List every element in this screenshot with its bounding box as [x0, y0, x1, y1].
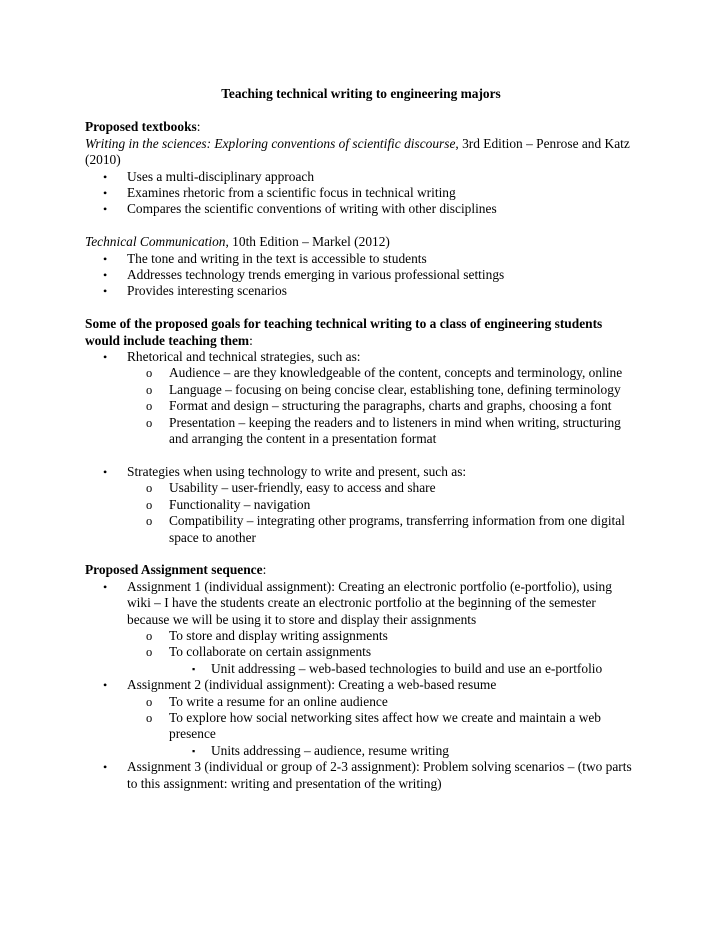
sub-list-item	[127, 497, 637, 513]
sub-list-item	[127, 398, 637, 414]
goals-heading-text: Some of the proposed goals for teaching technical writing to a class of engineering students would include teaching them	[85, 316, 603, 348]
sub-list-item-text: Presentation – keeping the readers and to listeners in mind when writing, structuring and arranging the content in a presentation format	[169, 414, 621, 447]
bullet-marker: •	[103, 579, 108, 594]
textbooks-heading	[85, 119, 637, 135]
list-item	[85, 759, 637, 792]
book2-title: Technical Communication	[85, 234, 226, 250]
list-item-text: Assignment 1 (individual assignment): Creating an electronic portfolio (e-portfolio), using wiki – I have the students create an electronic portfolio at the beginning of the semester because we will be using it to store and display their assignments	[127, 578, 612, 627]
list-item-text: The tone and writing in the text is accessible to students	[127, 250, 427, 266]
list-item	[85, 464, 637, 546]
sub-sub-list-item-text: Unit addressing – web-based technologies to build and use an e-portfolio	[211, 660, 603, 676]
sub-list-item	[127, 365, 637, 381]
list-item	[85, 251, 637, 267]
sub-list-item-text: To write a resume for an online audience	[169, 693, 388, 709]
circle-marker: o	[146, 399, 153, 414]
bullet-marker: •	[103, 251, 108, 266]
circle-marker: o	[146, 382, 153, 397]
list-item-text: Provides interesting scenarios	[127, 283, 287, 299]
goals-heading-colon: :	[249, 332, 253, 348]
spacer	[85, 218, 637, 234]
assignments-heading-text: Proposed Assignment sequence	[85, 562, 263, 578]
square-marker: ▪	[192, 745, 196, 756]
circle-marker: o	[146, 710, 153, 725]
book2-citation	[85, 234, 637, 250]
assignments-heading	[85, 562, 637, 578]
book1-citation	[85, 136, 637, 169]
sub-list-item-text: Usability – user-friendly, easy to access and share	[169, 480, 436, 496]
sub-list-item-text: Audience – are they knowledgeable of the content, concepts and terminology, online	[169, 365, 623, 381]
textbooks-heading-text: Proposed textbooks	[85, 119, 197, 135]
document-page	[85, 86, 637, 792]
sub-list	[127, 694, 637, 760]
list-item-text: Assignment 3 (individual or group of 2-3 assignment): Problem solving scenarios – (two parts to this assignment: writing and presentation of the writing)	[127, 759, 632, 791]
list-item	[85, 201, 637, 217]
sub-list-item	[127, 694, 637, 710]
bullet-marker: •	[103, 202, 108, 217]
book2-details: , 10th Edition – Markel (2012)	[225, 234, 390, 250]
goals-list-continued	[85, 464, 637, 546]
circle-marker: o	[146, 694, 153, 709]
assignments-heading-colon: :	[262, 562, 267, 578]
list-item-text: Strategies when using technology to write and present, such as:	[127, 463, 467, 479]
circle-marker: o	[146, 514, 153, 529]
sub-sub-list	[169, 661, 637, 677]
list-item	[85, 169, 637, 185]
sub-list-item-text: To collaborate on certain assignments	[169, 644, 372, 660]
sub-list-item	[127, 415, 637, 448]
sub-list	[127, 365, 637, 447]
sub-list	[127, 628, 637, 677]
list-item	[85, 267, 637, 283]
sub-list-item-text: Compatibility – integrating other programs, transferring information from one digital space to another	[169, 513, 625, 545]
document-title: Teaching technical writing to engineering majors	[221, 86, 501, 101]
circle-marker: o	[146, 366, 153, 381]
sub-sub-list-item	[169, 743, 637, 759]
sub-list-item	[127, 480, 637, 496]
list-item	[85, 283, 637, 299]
book1-title: Writing in the sciences: Exploring conventions of scientific discourse	[85, 135, 456, 151]
sub-list-item-text: To store and display writing assignments	[169, 627, 388, 643]
list-item-text: Assignment 2 (individual assignment): Creating a web-based resume	[127, 677, 497, 693]
circle-marker: o	[146, 415, 153, 430]
book2-points	[85, 251, 637, 300]
list-item	[85, 185, 637, 201]
bullet-marker: •	[103, 169, 108, 184]
list-item-text: Examines rhetoric from a scientific focus in technical writing	[127, 185, 456, 201]
sub-list-item	[127, 628, 637, 644]
sub-sub-list-item	[169, 661, 637, 677]
list-item-text: Uses a multi-disciplinary approach	[127, 168, 315, 184]
bullet-marker: •	[103, 464, 108, 479]
sub-list-item	[127, 513, 637, 546]
circle-marker: o	[146, 645, 153, 660]
sub-sub-list	[169, 743, 637, 759]
circle-marker: o	[146, 628, 153, 643]
sub-list-item	[127, 710, 637, 759]
goals-list	[85, 349, 637, 447]
bullet-marker: •	[103, 350, 108, 365]
spacer	[85, 300, 637, 316]
book1-details: , 3rd Edition – Penrose and Katz (2010)	[85, 135, 630, 168]
list-item	[85, 349, 637, 447]
sub-list-item-text: Functionality – navigation	[169, 496, 311, 512]
sub-list	[127, 480, 637, 546]
sub-list-item-text: Language – focusing on being concise clear, establishing tone, defining terminology	[169, 381, 621, 397]
circle-marker: o	[146, 481, 153, 496]
sub-list-item	[127, 382, 637, 398]
square-marker: ▪	[192, 663, 196, 674]
list-item-text: Compares the scientific conventions of writing with other disciplines	[127, 201, 497, 217]
list-item	[85, 677, 637, 759]
list-item-text: Addresses technology trends emerging in various professional settings	[127, 267, 505, 283]
bullet-marker: •	[103, 268, 108, 283]
bullet-marker: •	[103, 284, 108, 299]
list-item	[85, 579, 637, 677]
sub-sub-list-item-text: Units addressing – audience, resume writing	[211, 742, 449, 758]
bullet-marker: •	[103, 186, 108, 201]
spacer	[85, 448, 637, 464]
spacer	[85, 546, 637, 562]
book1-points	[85, 169, 637, 218]
sub-list-item-text: To explore how social networking sites affect how we create and maintain a web presence	[169, 709, 601, 742]
assignments-list	[85, 579, 637, 792]
circle-marker: o	[146, 497, 153, 512]
bullet-marker: •	[103, 678, 108, 693]
list-item-text: Rhetorical and technical strategies, such as:	[127, 349, 361, 365]
textbooks-heading-colon: :	[196, 119, 201, 135]
sub-list-item	[127, 644, 637, 677]
sub-list-item-text: Format and design – structuring the paragraphs, charts and graphs, choosing a font	[169, 398, 612, 414]
goals-heading	[85, 316, 637, 349]
bullet-marker: •	[103, 760, 108, 775]
